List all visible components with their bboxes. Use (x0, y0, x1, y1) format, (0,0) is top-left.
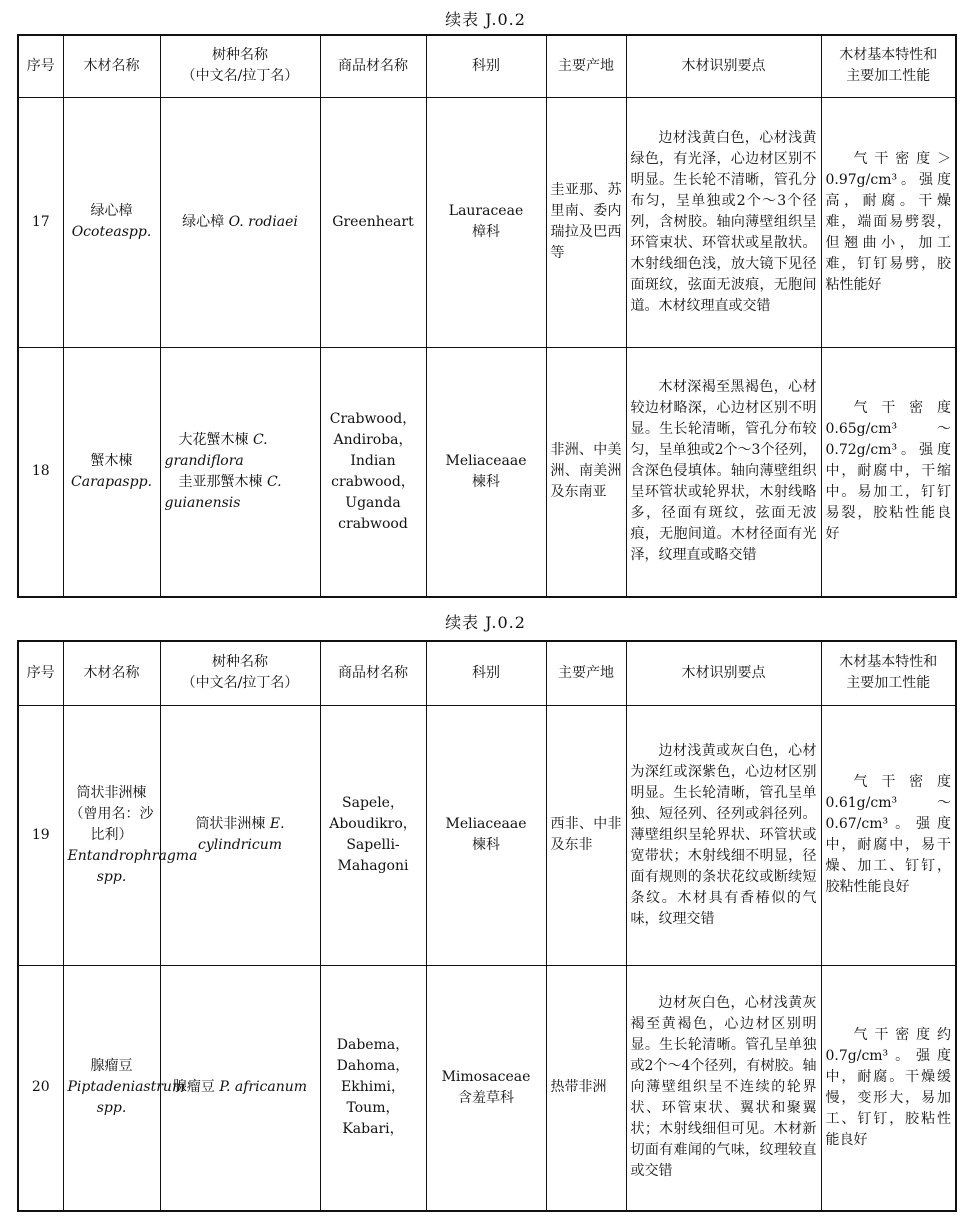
wood-name-cn: 筒状非洲楝（曾用名：沙比利） (69, 784, 154, 843)
species-name (160, 97, 320, 347)
table-caption: 续表 J.0.2 (445, 613, 526, 632)
trade-name-line: Sapelli- (346, 837, 400, 853)
trade-name-line: Crabwood， (329, 410, 417, 427)
family (426, 347, 546, 597)
family-latin: Mimosaceae (441, 1068, 531, 1085)
species-entry (165, 472, 316, 514)
row-no: 18 (18, 347, 63, 597)
properties-text: 气干密度 0.65g/cm³～0.72g/cm³。强度中，耐腐中，干缩中。易加工，钉钉易裂，胶粘性能良好 (825, 400, 951, 543)
table-row (18, 705, 956, 965)
properties (821, 97, 956, 347)
properties-text: 气干密度 0.61g/cm³～0.67/cm³。强度中，耐腐中，易干燥、加工、钉钉，胶粘性能良好 (825, 774, 951, 895)
identification-points (626, 965, 821, 1211)
header-origin: 主要产地 (546, 641, 626, 705)
header-properties (821, 35, 956, 97)
header-species-line1: 树种名称 (212, 654, 268, 671)
header-row (18, 641, 956, 705)
identification-text: 边材灰白色，心材浅黄灰褐至黄褐色，心边材区别明显。生长轮清晰。管孔呈单独或2个～4个径列，有树胶。轴向薄壁组织呈不连续的轮界状、环管束状、翼状和聚翼状；木射线细但可见。木材新切面有难闻的气味，纹理较直或交错 (630, 995, 817, 1180)
species-latin: C. grandiflora (164, 431, 268, 469)
trade-name-line: Dabema， (336, 1037, 410, 1054)
header-species-line2: （中文名/拉丁名） (181, 68, 299, 85)
species-cn: 大花蟹木楝 (178, 431, 249, 448)
properties-text: 气干密度＞0.97g/cm³。强度高，耐腐。干燥难，端面易劈裂，但翘曲小，加工难，钉钉易劈，胶粘性能好 (825, 150, 951, 293)
family-latin: Lauraceae (448, 203, 524, 219)
header-identification: 木材识别要点 (626, 641, 821, 705)
trade-name (320, 965, 426, 1211)
species-latin: P. africanum (219, 1079, 308, 1096)
origin: 热带非洲 (546, 965, 626, 1211)
row-no: 17 (18, 97, 63, 347)
header-family: 科别 (426, 35, 546, 97)
origin: 圭亚那、苏里南、委内瑞拉及巴西等 (546, 97, 626, 347)
table-caption: 续表 J.0.2 (445, 10, 526, 29)
header-species (160, 641, 320, 705)
trade-name (320, 705, 426, 965)
family-latin: Meliaceaae (445, 452, 527, 469)
wood-name-cn: 绿心樟 (90, 203, 133, 219)
wood-table-2 (17, 640, 957, 1212)
wood-name-latin: Carapaspp. (71, 473, 152, 490)
trade-name-line: Mahagoni (337, 858, 409, 874)
species-latin: C. guianensis (164, 473, 282, 511)
wood-table-1 (17, 34, 957, 598)
identification-points (626, 705, 821, 965)
trade-name (320, 97, 426, 347)
wood-name-latin: Ocoteaspp. (71, 224, 152, 240)
species-name (160, 705, 320, 965)
trade-name-line: Uganda (345, 494, 401, 511)
origin: 非洲、中美洲、南美洲及东南亚 (546, 347, 626, 597)
row-no: 20 (18, 965, 63, 1211)
header-properties-line1: 木材基本特性和 (839, 47, 938, 64)
header-properties-line1: 木材基本特性和 (839, 654, 938, 671)
trade-name (320, 347, 426, 597)
family-cn: 樟科 (472, 224, 500, 240)
species-cn: 圭亚那蟹木楝 (178, 473, 263, 490)
trade-name-line: Dahoma， (336, 1058, 410, 1075)
wood-name (63, 705, 198, 965)
family-cn: 含羞草科 (458, 1089, 514, 1106)
properties (821, 347, 956, 597)
header-origin: 主要产地 (546, 35, 626, 97)
wood-name (63, 97, 160, 347)
family (426, 97, 546, 347)
species-cn: 筒状非洲楝 (195, 816, 266, 832)
wood-name-latin: Piptadeniastrum spp. (67, 1079, 186, 1117)
table-row (18, 347, 956, 597)
properties-text: 气干密度约0.7g/cm³。强度中，耐腐。干燥缓慢，变形大，易加工、钉钉，胶粘性能良好 (825, 1026, 951, 1148)
species-name (160, 965, 320, 1211)
family (426, 965, 546, 1211)
trade-name-line: Aboudikro， (329, 816, 417, 832)
header-no: 序号 (18, 641, 63, 705)
trade-name-line: Toum， (346, 1100, 400, 1117)
header-species-line2: （中文名/拉丁名） (181, 675, 299, 692)
header-wood-name: 木材名称 (63, 641, 160, 705)
header-trade-name: 商品材名称 (320, 35, 426, 97)
header-properties-line2: 主要加工性能 (846, 68, 931, 85)
species-latin: E. cylindricum (198, 816, 285, 853)
family-cn: 楝科 (472, 473, 500, 490)
header-trade-name: 商品材名称 (320, 641, 426, 705)
trade-name-line: Sapele， (342, 795, 404, 811)
wood-name (63, 347, 160, 597)
identification-text: 边材浅黄或灰白色，心材为深红或深紫色，心边材区别明显。生长轮清晰，管孔呈单独、短径列、径列或斜径列。薄壁组织呈轮界状、环管状或宽带状；木射线细不明显，径面有规则的条状花纹或断续短条纹。木材具有香椿似的气味，纹理交错 (630, 742, 817, 927)
trade-name-line: Andiroba， (333, 431, 413, 448)
wood-name-latin: Entandrophragma spp. (67, 847, 198, 885)
identification-text: 木材深褐至黑褐色，心材较边材略深，心边材区别不明显。生长轮清晰，管孔分布较匀，呈单独或2个～3个径列，含深色侵填体。轴向薄壁组织呈环管状或轮界状，木射线略多，径面有斑纹，弦面无波痕，无胞间道。木材径面有光泽，纹理直或略交错 (630, 379, 817, 564)
header-properties (821, 641, 956, 705)
trade-name-line: Greenheart (332, 213, 414, 230)
header-no: 序号 (18, 35, 63, 97)
wood-name-cn: 腺瘤豆 (90, 1058, 133, 1075)
row-no: 19 (18, 705, 63, 965)
table-row (18, 97, 956, 347)
trade-name-line: Ekhimi， (341, 1079, 405, 1096)
properties (821, 705, 956, 965)
wood-name-cn: 蟹木楝 (90, 452, 133, 469)
header-identification: 木材识别要点 (626, 35, 821, 97)
origin: 西非、中非及东非 (546, 705, 626, 965)
species-cn: 绿心樟 (182, 213, 225, 230)
species-latin: O. rodiaei (228, 213, 298, 230)
identification-points (626, 347, 821, 597)
trade-name-line: Kabari， (342, 1121, 404, 1138)
header-properties-line2: 主要加工性能 (846, 675, 931, 692)
header-row (18, 35, 956, 97)
properties (821, 965, 956, 1211)
header-species-line1: 树种名称 (212, 47, 268, 64)
family (426, 705, 546, 965)
family-latin: Meliaceaae (445, 816, 527, 832)
header-species (160, 35, 320, 97)
species-cn: 腺瘤豆 (172, 1079, 215, 1096)
trade-name-line: crabwood， (331, 473, 415, 490)
species-name (160, 347, 320, 597)
trade-name-line: crabwood (338, 515, 408, 532)
species-entry (165, 430, 316, 472)
table-row (18, 965, 956, 1211)
identification-text: 边材浅黄白色，心材浅黄绿色，有光泽，心边材区别不明显。生长轮不清晰，管孔分布匀，呈单独或2个～3个径列，含树胶。轴向薄壁组织呈环管束状、环管状或星散状。木射线细色浅，放大镜下见径面斑纹，弦面无波痕，无胞间道。木材纹理直或交错 (630, 129, 817, 314)
trade-name-line: Indian (350, 452, 396, 469)
header-wood-name: 木材名称 (63, 35, 160, 97)
header-family: 科别 (426, 641, 546, 705)
identification-points (626, 97, 821, 347)
family-cn: 楝科 (472, 837, 500, 853)
wood-name (63, 965, 186, 1211)
